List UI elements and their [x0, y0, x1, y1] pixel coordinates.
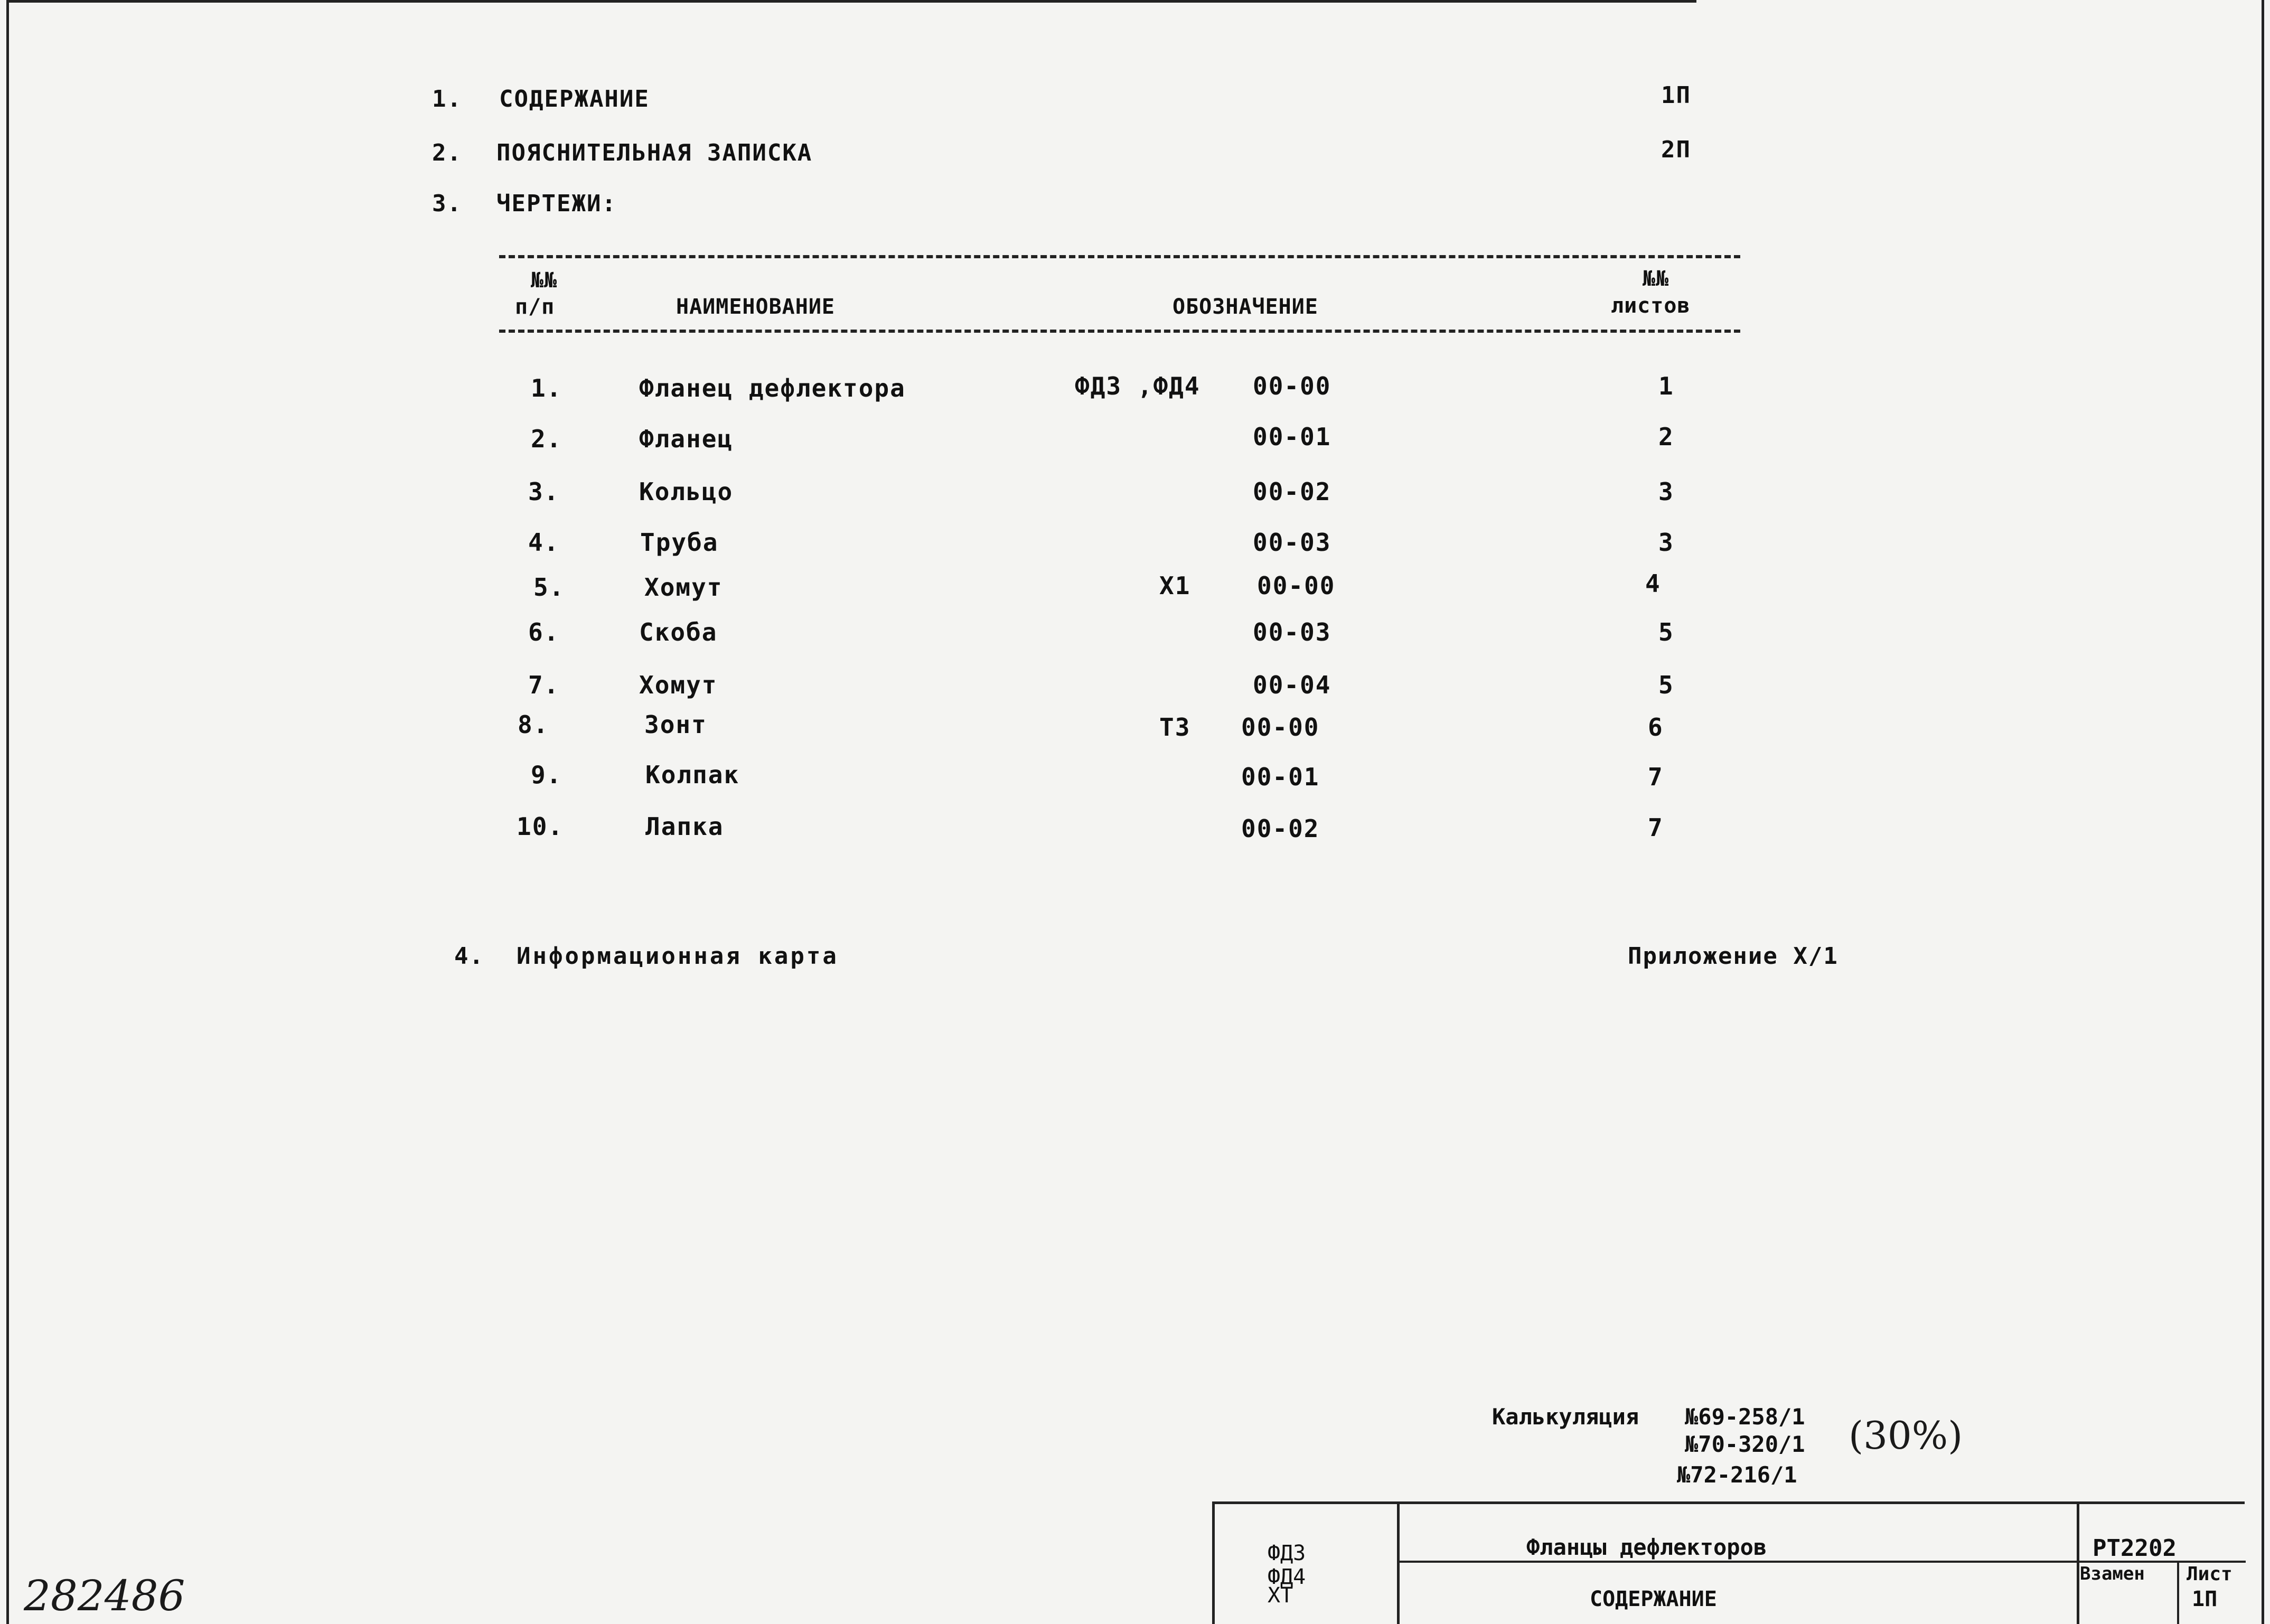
toc-title-3: ЧЕРТЕЖИ: — [496, 190, 617, 217]
row-num: 7. — [528, 671, 560, 699]
row-prefix: Х1 — [1159, 571, 1191, 600]
row-num: 10. — [517, 812, 564, 841]
calc-note-handwritten: (30%) — [1849, 1413, 1963, 1458]
info-num: 4. — [454, 943, 484, 970]
header-sheets-top: №№ — [1643, 267, 1669, 291]
row-code: 00-01 — [1253, 423, 1331, 451]
table-top-rule — [499, 255, 1740, 258]
row-sheet: 7 — [1648, 813, 1664, 842]
stamp-divider-2 — [2077, 1501, 2079, 1624]
row-code: 00-00 — [1241, 713, 1320, 741]
row-code: 00-04 — [1253, 671, 1331, 699]
row-code: 00-00 — [1257, 571, 1336, 600]
toc-page-1: 1П — [1661, 82, 1691, 109]
frame-left-border — [6, 0, 9, 1624]
row-num: 9. — [531, 761, 562, 789]
row-name: Фланец — [639, 425, 734, 453]
row-num: 6. — [528, 618, 560, 646]
stamp-sheet-value: 1П — [2192, 1587, 2218, 1611]
row-prefix: Т3 — [1159, 713, 1191, 741]
row-name: Колпак — [645, 761, 740, 789]
row-name: Хомут — [639, 671, 718, 699]
calc-line-3: №72-216/1 — [1677, 1462, 1797, 1488]
frame-right-border — [2262, 0, 2264, 1624]
row-sheet: 5 — [1658, 671, 1674, 699]
toc-num-3: 3. — [432, 190, 462, 217]
toc-title-2: ПОЯСНИТЕЛЬНАЯ ЗАПИСКА — [496, 139, 813, 166]
row-name: Скоба — [639, 618, 718, 646]
row-sheet: 1 — [1658, 372, 1674, 400]
row-num: 2. — [531, 425, 562, 453]
row-sheet: 6 — [1648, 713, 1664, 741]
header-num-top: №№ — [531, 268, 558, 293]
frame-top-border — [6, 0, 1696, 3]
stamp-left-line — [1212, 1501, 1215, 1624]
row-code: 00-03 — [1253, 528, 1331, 557]
row-num: 5. — [533, 573, 565, 602]
row-code: 00-01 — [1241, 763, 1320, 791]
row-sheet: 2 — [1658, 423, 1674, 451]
stamp-replaces-label: Взамен — [2080, 1563, 2145, 1584]
row-num: 3. — [528, 477, 560, 506]
header-designation: ОБОЗНАЧЕНИЕ — [1172, 295, 1318, 319]
stamp-subtitle: СОДЕРЖАНИЕ — [1590, 1587, 1717, 1611]
info-ref: Приложение Х/1 — [1628, 943, 1838, 970]
toc-num-2: 2. — [432, 139, 462, 166]
stamp-code-1: ФД3 — [1268, 1541, 1306, 1565]
table-header-rule — [499, 330, 1740, 333]
row-num: 1. — [531, 374, 562, 402]
calc-line-2: №70-320/1 — [1685, 1431, 1805, 1457]
calc-line-1: №69-258/1 — [1685, 1404, 1805, 1430]
stamp-middle-line — [1400, 1561, 2077, 1563]
row-sheet: 3 — [1658, 528, 1674, 557]
row-code: 00-00 — [1253, 372, 1331, 400]
row-code: 00-02 — [1241, 814, 1320, 843]
row-prefix: ФД3 ,ФД4 — [1075, 372, 1200, 400]
row-sheet: 5 — [1658, 618, 1674, 646]
row-name: Фланец дефлектора — [639, 374, 906, 402]
row-name: Кольцо — [639, 477, 734, 506]
row-name: Хомут — [644, 573, 723, 602]
toc-page-2: 2П — [1661, 136, 1691, 163]
toc-title-1: СОДЕРЖАНИЕ — [499, 86, 650, 112]
row-num: 4. — [528, 528, 560, 557]
stamp-title: Фланцы дефлекторов — [1526, 1534, 1767, 1560]
row-sheet: 4 — [1645, 569, 1661, 598]
toc-num-1: 1. — [432, 86, 462, 112]
stamp-right-divider — [2177, 1561, 2179, 1624]
row-code: 00-02 — [1253, 477, 1331, 506]
header-name: НАИМЕНОВАНИЕ — [676, 295, 835, 319]
inventory-number-handwritten: 282486 — [24, 1571, 185, 1620]
info-title: Информационная карта — [517, 943, 839, 970]
row-num: 8. — [518, 710, 549, 739]
stamp-sheet-label: Лист — [2187, 1563, 2233, 1585]
header-num-bottom: п/п — [515, 295, 555, 319]
stamp-code-2: ФД4 — [1268, 1565, 1306, 1589]
stamp-series: РТ2202 — [2093, 1535, 2177, 1562]
row-sheet: 3 — [1658, 477, 1674, 506]
calc-label: Калькуляция — [1492, 1404, 1639, 1430]
row-code: 00-03 — [1253, 618, 1331, 646]
row-name: Лапка — [645, 812, 724, 841]
stamp-code-3: ХТ — [1268, 1583, 1293, 1608]
header-sheets-bottom: листов — [1611, 294, 1691, 318]
row-sheet: 7 — [1648, 763, 1664, 791]
row-name: Труба — [640, 528, 719, 557]
stamp-divider-1 — [1397, 1501, 1400, 1624]
row-name: Зонт — [644, 710, 707, 739]
stamp-top-line — [1212, 1501, 2245, 1504]
